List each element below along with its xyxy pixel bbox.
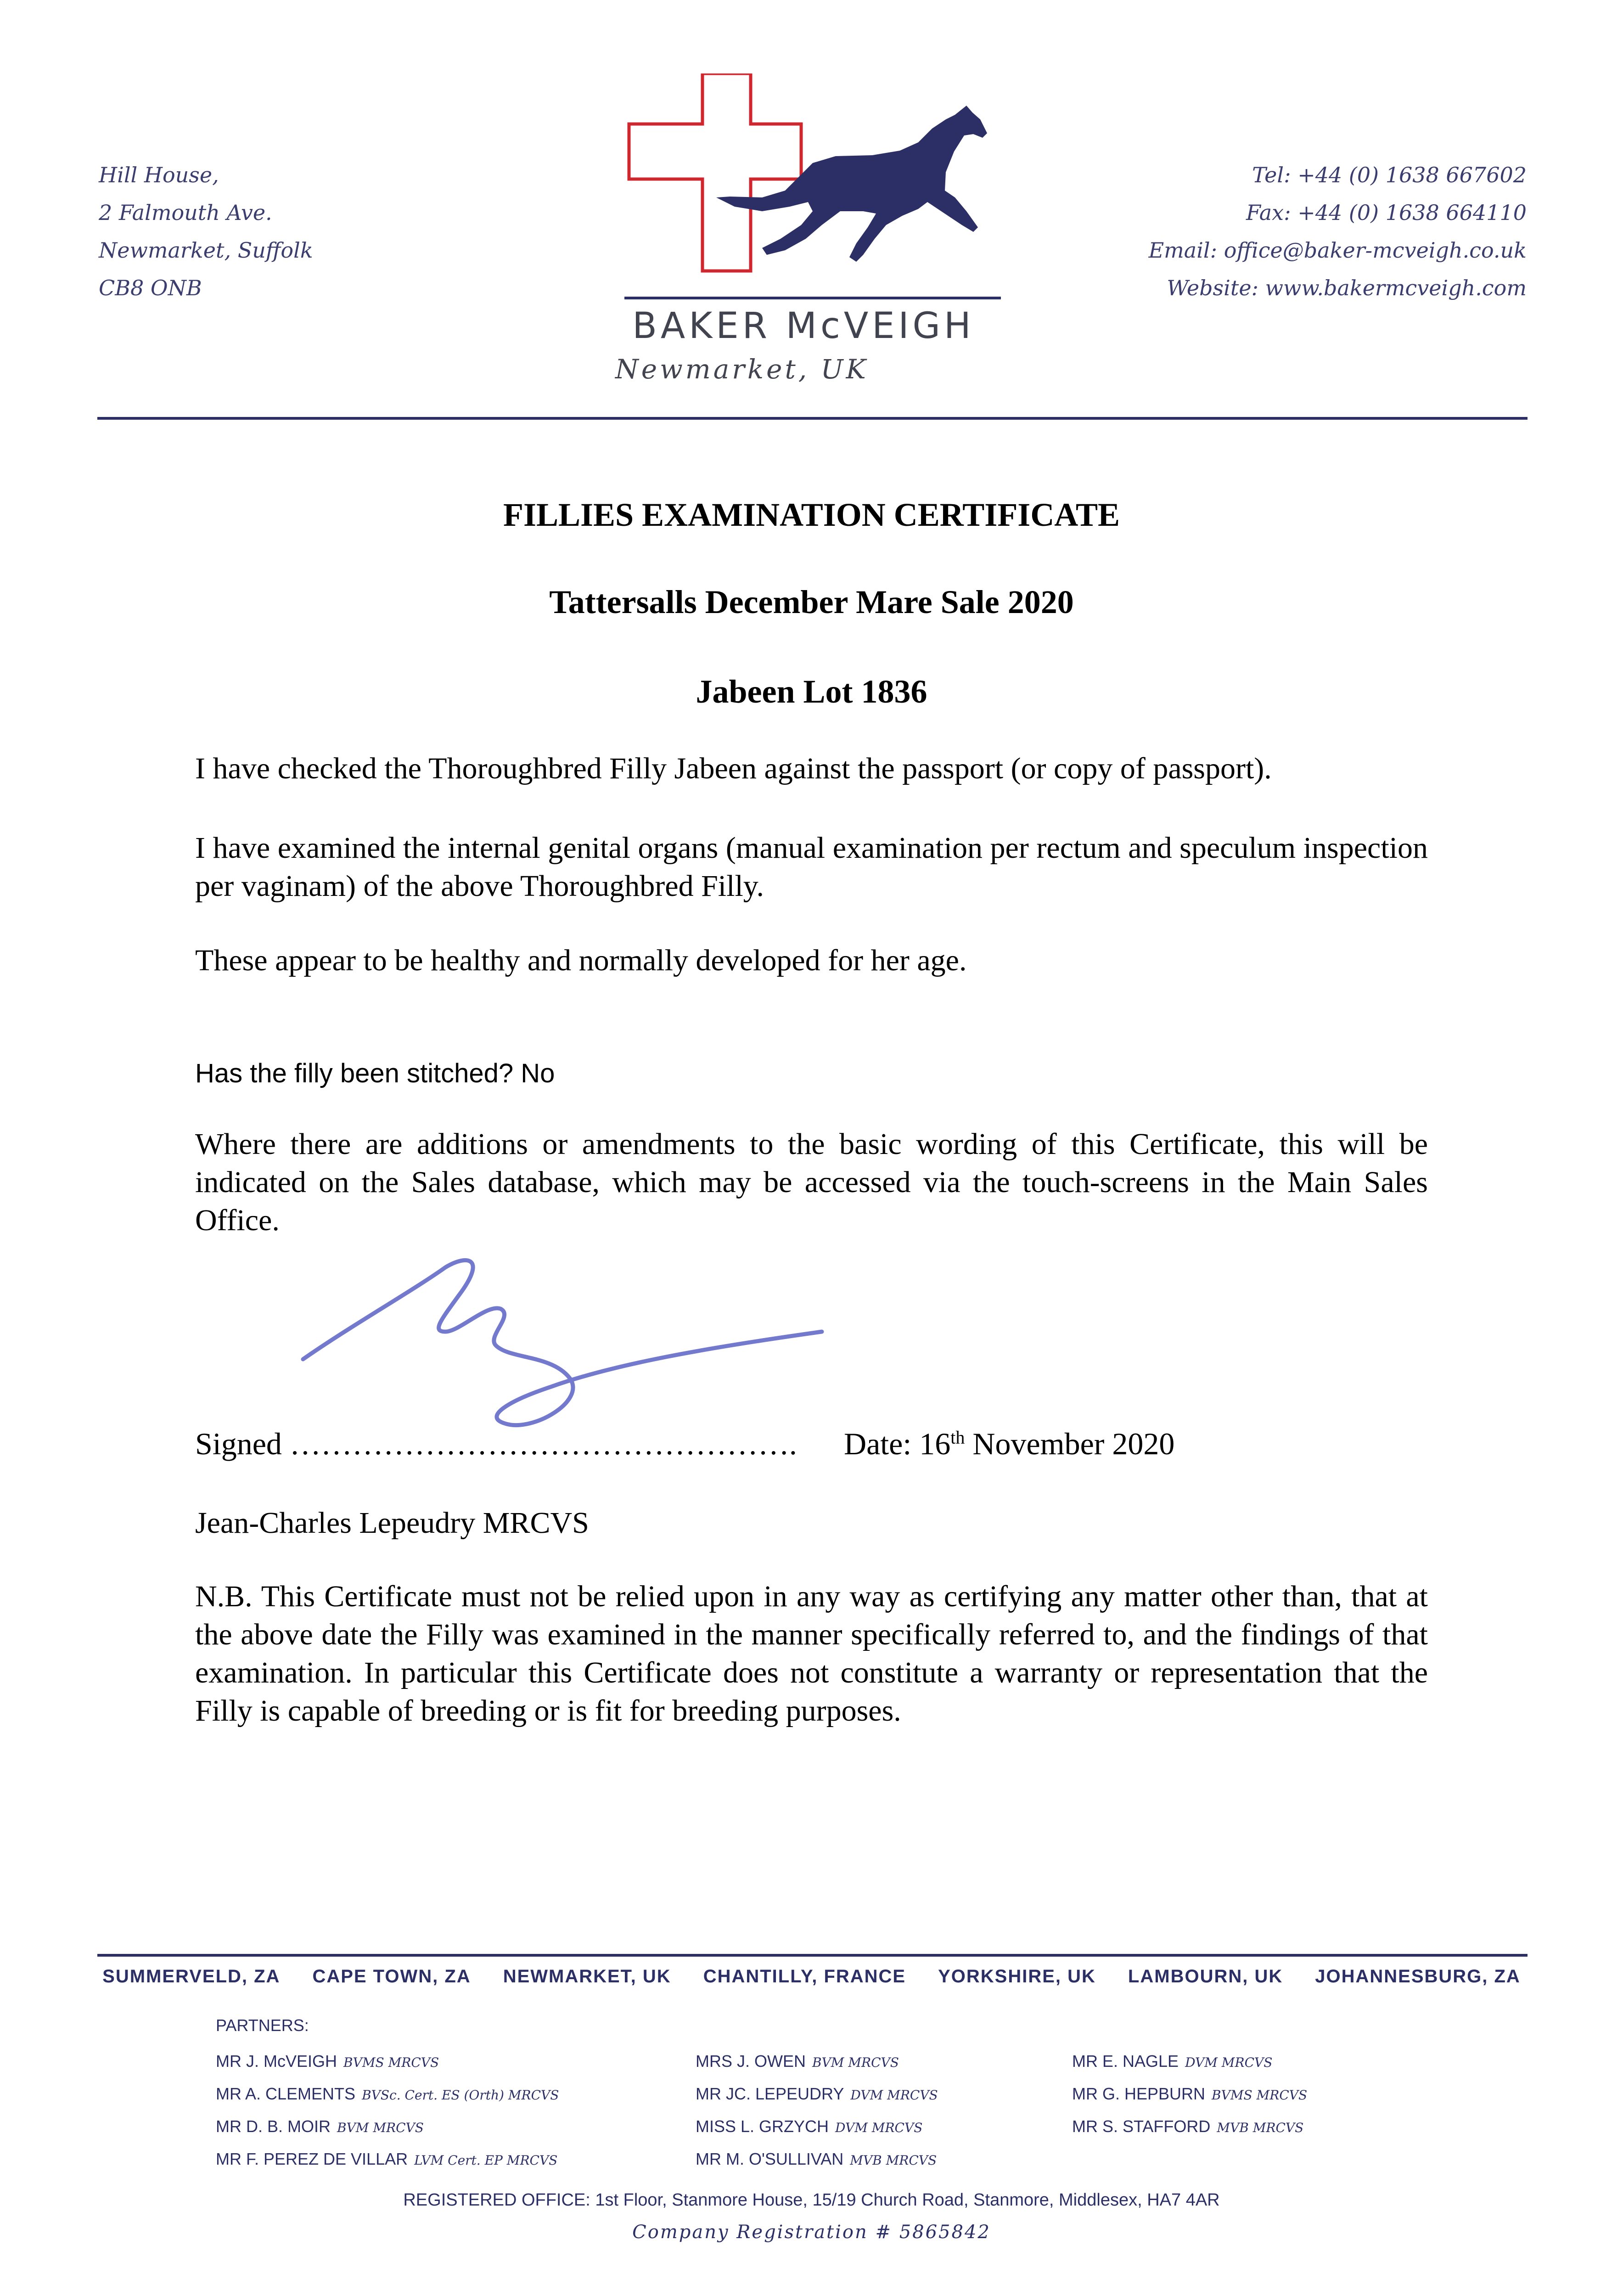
lot-name: Jabeen Lot 1836 [696, 673, 927, 710]
partner-entry [1072, 2078, 1307, 2111]
partner-entry [1072, 2111, 1307, 2144]
handwritten-signature [294, 1240, 845, 1442]
partner-name: MR G. HEPBURN [1072, 2084, 1206, 2103]
partner-name: MR F. PEREZ DE VILLAR [216, 2150, 408, 2168]
logo-underline [624, 297, 1001, 299]
registered-office: REGISTERED OFFICE: 1st Floor, Stanmore House, 15/19 Church Road, Stanmore, Middlesex, HA7 4AR [403, 2190, 1220, 2210]
partner-entry [216, 2111, 559, 2144]
partner-qualification: BVM MRCVS [812, 2055, 899, 2070]
sale-name: Tattersalls December Mare Sale 2020 [549, 584, 1074, 620]
certificate-title: FILLIES EXAMINATION CERTIFICATE [503, 496, 1120, 533]
partner-entry [696, 2046, 938, 2078]
address-line: CB8 ONB [99, 276, 202, 300]
horse-icon [716, 106, 987, 262]
contact-fax: Fax: +44 (0) 1638 664110 [1246, 200, 1527, 225]
partner-qualification: DVM MRCVS [835, 2120, 923, 2135]
office-location: NEWMARKET, UK [503, 1966, 671, 1986]
contact-email: Email: office@baker-mcveigh.co.uk [1148, 238, 1527, 263]
date-suffix: th [950, 1427, 965, 1448]
red-cross-icon [629, 73, 801, 271]
partner-entry [696, 2078, 938, 2111]
date-rest: November 2020 [965, 1426, 1175, 1461]
company-registration: Company Registration # 5865842 [632, 2222, 991, 2243]
partner-entry [1072, 2046, 1307, 2078]
office-location: JOHANNESBURG, ZA [1315, 1966, 1521, 1986]
address-line: 2 Falmouth Ave. [99, 200, 272, 225]
partner-name: MR J. McVEIGH [216, 2052, 337, 2071]
paragraph-examination: I have examined the internal genital organs (manual examination per rectum and speculum inspection per vaginam) of the above Thoroughbred Filly. [195, 831, 1428, 903]
partner-name: MR A. CLEMENTS [216, 2084, 356, 2103]
company-address [99, 156, 313, 307]
paragraph-disclaimer: N.B. This Certificate must not be relied upon in any way as certifying any matter other than, that at the above date the Filly was examined in the manner specifically referred to, and the findings of that examination. In particular this Certificate does not constitute a warranty or representation that the Filly is capable of breeding or is fit for breeding purposes. [195, 1580, 1428, 1728]
partner-name: MR D. B. MOIR [216, 2117, 331, 2136]
partner-qualification: LVM Cert. EP MRCVS [414, 2153, 558, 2168]
vet-name: Jean-Charles Lepeudry MRCVS [195, 1506, 589, 1540]
partner-name: MR JC. LEPEUDRY [696, 2084, 844, 2103]
stitched-answer: Has the filly been stitched? No [195, 1058, 555, 1088]
partners-label: PARTNERS: [216, 2016, 309, 2035]
partner-qualification: BVM MRCVS [337, 2120, 424, 2135]
partner-qualification: DVM MRCVS [1185, 2055, 1273, 2070]
office-location: YORKSHIRE, UK [938, 1966, 1096, 1986]
office-location: CHANTILLY, FRANCE [703, 1966, 906, 1986]
partner-entry [216, 2144, 559, 2176]
address-line: Hill House, [99, 163, 219, 187]
partner-entry [216, 2078, 559, 2111]
paragraph-amendments: Where there are additions or amendments to the basic wording of this Certificate, this will be indicated on the Sales database, which may be accessed via the touch-screens in the Main Sales Office. [195, 1127, 1428, 1237]
brand-location: Newmarket, UK [615, 354, 869, 385]
header-divider [97, 417, 1528, 420]
company-contact [1149, 156, 1527, 307]
office-location: CAPE TOWN, ZA [312, 1966, 471, 1986]
partner-qualification: BVMS MRCVS [343, 2055, 439, 2070]
partners-column-3 [1072, 2046, 1307, 2144]
office-location: SUMMERVELD, ZA [102, 1966, 281, 1986]
office-locations [0, 1966, 1623, 1987]
date-label: Date: 16 [844, 1426, 951, 1461]
examination-date [844, 1426, 1174, 1462]
contact-website: Website: www.bakermcveigh.com [1167, 276, 1527, 300]
partner-entry [696, 2144, 938, 2176]
address-line: Newmarket, Suffolk [99, 238, 313, 263]
office-location: LAMBOURN, UK [1128, 1966, 1283, 1986]
partners-column-1 [216, 2046, 559, 2176]
partner-name: MR S. STAFFORD [1072, 2117, 1211, 2136]
partner-qualification: MVB MRCVS [850, 2153, 937, 2168]
partner-name: MISS L. GRZYCH [696, 2117, 829, 2136]
partner-name: MR M. O'SULLIVAN [696, 2150, 844, 2168]
brand-name: BAKER McVEIGH [632, 305, 975, 347]
paragraph-findings: These appear to be healthy and normally developed for her age. [195, 944, 967, 977]
contact-tel: Tel: +44 (0) 1638 667602 [1252, 163, 1527, 187]
partner-qualification: BVSc. Cert. ES (Orth) MRCVS [362, 2088, 559, 2103]
paragraph-passport-check: I have checked the Thoroughbred Filly Jabeen against the passport (or copy of passport). [195, 752, 1272, 785]
partner-qualification: BVMS MRCVS [1212, 2088, 1308, 2103]
partner-entry [696, 2111, 938, 2144]
partners-column-2 [696, 2046, 938, 2176]
partner-qualification: MVB MRCVS [1217, 2120, 1304, 2135]
footer-divider [97, 1954, 1528, 1957]
baker-mcveigh-logo [624, 73, 1001, 331]
signed-line: Signed …………………………………………. [195, 1426, 797, 1461]
partner-name: MRS J. OWEN [696, 2052, 806, 2071]
partner-qualification: DVM MRCVS [850, 2088, 938, 2103]
partner-name: MR E. NAGLE [1072, 2052, 1179, 2071]
partner-entry [216, 2046, 559, 2078]
